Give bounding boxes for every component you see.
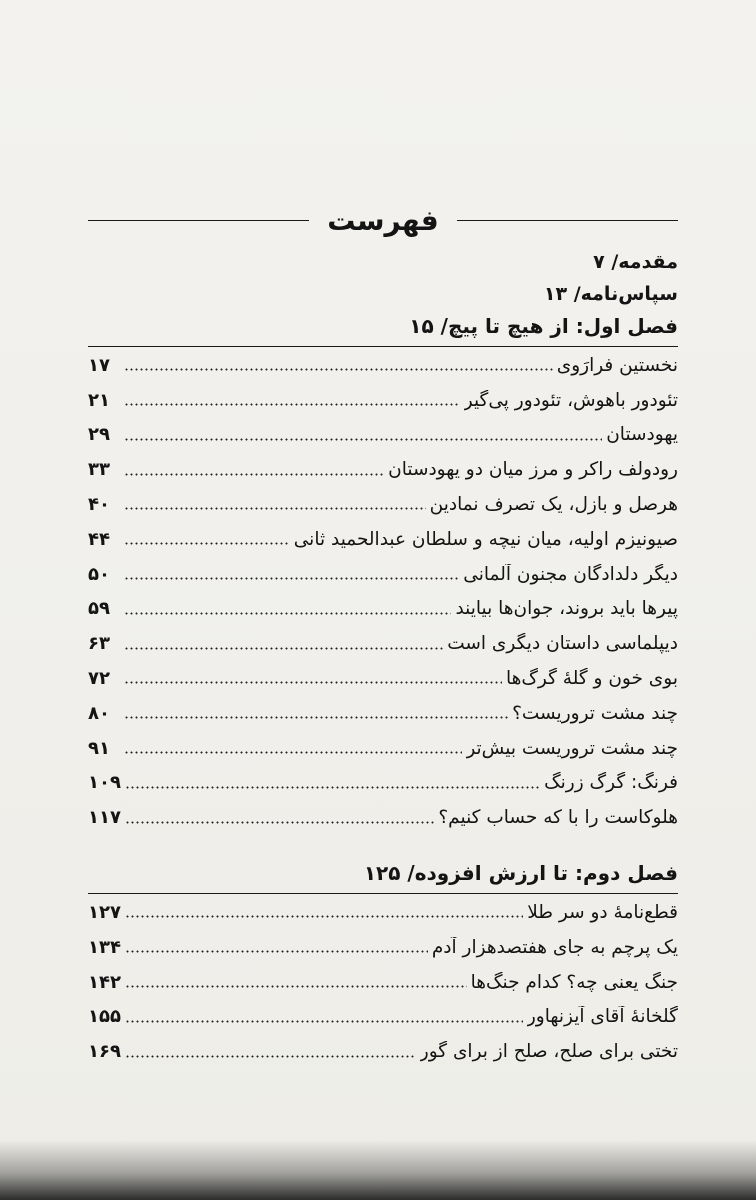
dot-leader	[124, 435, 602, 443]
dot-leader	[124, 470, 384, 478]
entry-page-number: ۸۰	[88, 702, 110, 724]
entry-page-number: ۴۴	[88, 528, 110, 550]
entry-title: صیونیزم اولیه، میان نیچه و سلطان عبدالحمید ثانی	[293, 528, 678, 550]
entry-page-number: ۲۹	[88, 424, 110, 446]
entry-title: جنگ یعنی چه؟ کدام جنگ‌ها	[470, 971, 678, 993]
toc-entry	[88, 731, 678, 766]
header-rule-right	[457, 220, 678, 221]
entry-page-number: ۱۶۹	[88, 1041, 121, 1063]
entry-title: بوی خون و گلهٔ گرگ‌ها	[505, 668, 678, 690]
toc-entry	[88, 696, 678, 731]
entry-title: رودولف راکر و مرز میان دو یهودستان	[388, 459, 678, 481]
toc-entry	[88, 930, 678, 965]
toc-entry	[88, 452, 678, 487]
dot-leader	[124, 540, 290, 548]
header-rule-left	[88, 220, 309, 221]
toc-entry	[88, 1034, 678, 1069]
entry-page-number: ۱۴۲	[88, 971, 121, 993]
entry-title: قطع‌نامهٔ دو سر طلا	[527, 902, 678, 924]
chapter-2-heading: فصل دوم: تا ارزش افزوده/ ۱۲۵	[363, 861, 678, 886]
entry-title: دیگر دلدادگان مجنون آلمانی	[463, 563, 678, 585]
entry-title: نخستین فرارَوی	[556, 354, 678, 376]
dot-leader	[124, 609, 451, 617]
toc-entry	[88, 487, 678, 522]
entry-title: تختی برای صلح، صلح از برای گور	[419, 1041, 678, 1063]
chapter-1-rule	[88, 346, 678, 347]
toc-entry	[88, 348, 678, 383]
dot-leader	[124, 505, 426, 513]
toc-entry	[88, 626, 678, 661]
dot-leader	[125, 1052, 416, 1060]
entry-page-number: ۱۳۴	[88, 936, 121, 958]
entry-page-number: ۶۳	[88, 633, 110, 655]
dot-leader	[124, 679, 502, 687]
toc-entry	[88, 522, 678, 557]
entry-page-number: ۹۱	[88, 737, 110, 759]
entry-title: هرصل و بازل، یک تصرف نمادین	[429, 494, 678, 516]
toc-entry	[88, 661, 678, 696]
entry-page-number: ۳۳	[88, 459, 110, 481]
entry-page-number: ۴۰	[88, 494, 110, 516]
entry-title: چند مشت تروریست بیش‌تر	[466, 737, 678, 759]
dot-leader	[124, 575, 459, 583]
entry-page-number: ۱۰۹	[88, 772, 121, 794]
table-of-contents	[88, 246, 678, 1069]
entry-page-number: ۷۲	[88, 668, 110, 690]
section-spacer	[88, 835, 678, 857]
dot-leader	[125, 818, 434, 826]
entry-title: یک پرچم به جای هفتصدهزار آدم	[431, 936, 678, 958]
toc-title: فهرست	[327, 203, 439, 237]
toc-entry	[88, 800, 678, 835]
toc-entry	[88, 1000, 678, 1035]
entry-page-number: ۱۲۷	[88, 902, 121, 924]
entry-page-number: ۱۱۷	[88, 807, 121, 829]
dot-leader	[124, 749, 462, 757]
entry-title: دیپلماسی داستان دیگری است	[447, 633, 678, 655]
entry-page-number: ۲۱	[88, 389, 110, 411]
dot-leader	[124, 644, 443, 652]
page-edge-shadow	[0, 1140, 756, 1200]
dot-leader	[124, 401, 460, 409]
entry-title: فرنگ: گرگ زرنگ	[544, 772, 678, 794]
chapter-1-heading: فصل اول: از هیچ تا پیچ/ ۱۵	[409, 314, 678, 338]
dot-leader	[124, 366, 553, 374]
toc-entry	[88, 383, 678, 418]
toc-entry	[88, 418, 678, 453]
entry-title: تئودور باهوش، تئودور پی‌گیر	[463, 389, 678, 411]
toc-entry	[88, 557, 678, 592]
entry-title: پیرها باید بروند، جوان‌ها بیایند	[455, 598, 678, 620]
front-matter-acknowledgements: سپاس‌نامه/ ۱۳	[543, 283, 678, 305]
entry-page-number: ۱۷	[88, 354, 110, 376]
entry-page-number: ۵۰	[88, 563, 110, 585]
toc-entry	[88, 965, 678, 1000]
toc-entry	[88, 766, 678, 801]
entry-title: یهودستان	[606, 424, 678, 446]
entry-title: هلوکاست را با که حساب کنیم؟	[438, 807, 678, 829]
dot-leader	[125, 983, 467, 991]
dot-leader	[125, 913, 523, 921]
dot-leader	[125, 783, 540, 791]
entry-page-number: ۵۹	[88, 598, 110, 620]
front-matter-introduction: مقدمه/ ۷	[593, 251, 678, 273]
toc-header	[88, 196, 678, 244]
toc-entry	[88, 592, 678, 627]
entry-page-number: ۱۵۵	[88, 1006, 121, 1028]
dot-leader	[124, 714, 508, 722]
entry-title: چند مشت تروریست؟	[512, 702, 678, 724]
chapter-2-rule	[88, 893, 678, 894]
toc-entry	[88, 895, 678, 930]
dot-leader	[125, 948, 428, 956]
entry-title: گلخانهٔ آقای آیزنهاور	[526, 1006, 678, 1028]
dot-leader	[125, 1017, 523, 1025]
